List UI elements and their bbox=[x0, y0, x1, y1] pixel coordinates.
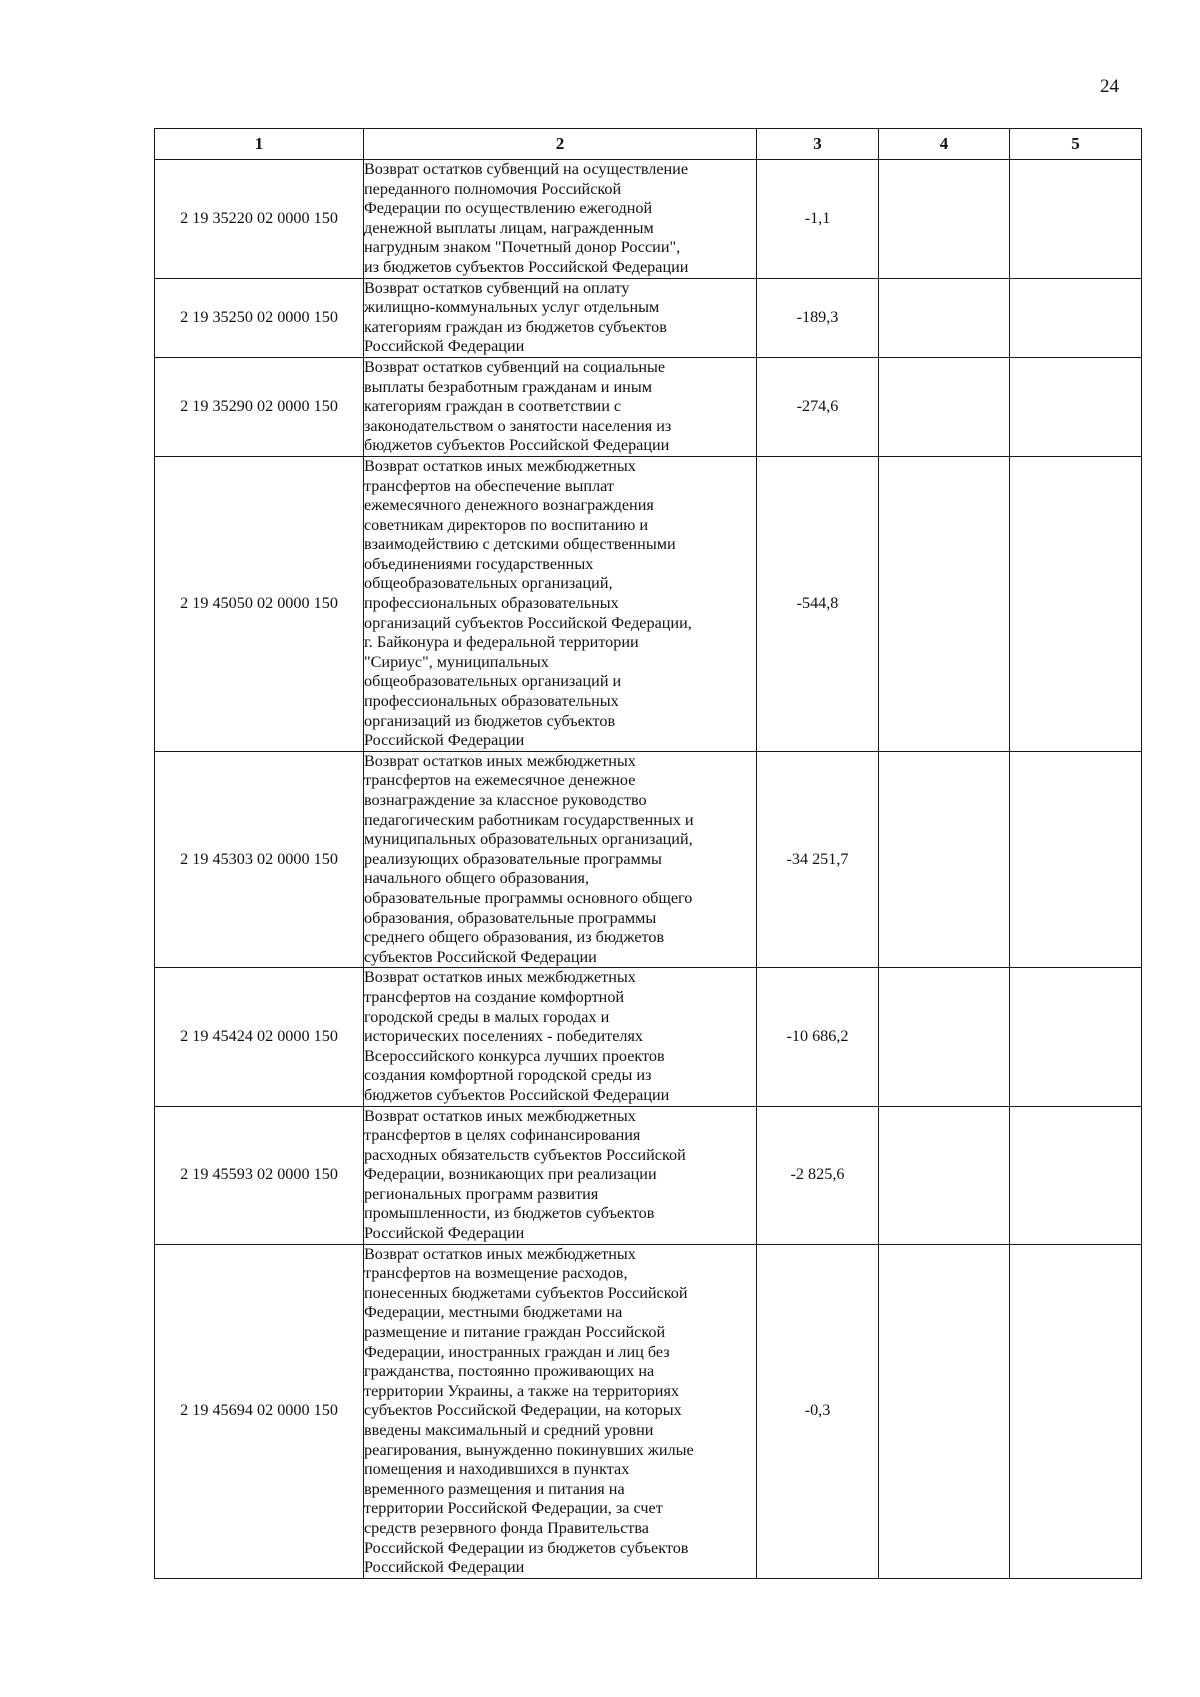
amount-cell: -1,1 bbox=[757, 160, 879, 279]
amount-cell: -274,6 bbox=[757, 357, 879, 456]
description-line: Возврат остатков иных межбюджетных bbox=[364, 1106, 636, 1125]
amount-cell: -544,8 bbox=[757, 456, 879, 751]
column-header-1: 1 bbox=[155, 129, 364, 160]
amount-cell: -10 686,2 bbox=[757, 968, 879, 1106]
description-line: трансфертов на возмещение расходов, bbox=[364, 1264, 628, 1283]
description-cell bbox=[364, 1106, 757, 1244]
description-line: Возврат остатков иных межбюджетных bbox=[364, 1244, 636, 1263]
description-line: Возврат остатков субвенций на оплату bbox=[364, 278, 630, 297]
description-line: Российской Федерации bbox=[364, 731, 525, 750]
column-4-cell bbox=[879, 160, 1010, 279]
description-line: г. Байконура и федеральной территории bbox=[364, 633, 639, 652]
description-line: размещение и питание граждан Российской bbox=[364, 1323, 666, 1342]
table-row bbox=[155, 968, 1142, 1106]
description-line: Возврат остатков иных межбюджетных bbox=[364, 456, 636, 475]
description-line: общеобразовательных организаций, bbox=[364, 574, 613, 593]
description-line: денежной выплаты лицам, награжденным bbox=[364, 218, 654, 237]
description-cell bbox=[364, 751, 757, 968]
description-line: из бюджетов субъектов Российской Федерации bbox=[364, 257, 689, 276]
table-row bbox=[155, 456, 1142, 751]
column-4-cell bbox=[879, 456, 1010, 751]
description-line: категориям граждан из бюджетов субъектов bbox=[364, 317, 667, 336]
description-cell bbox=[364, 1244, 757, 1578]
column-4-cell bbox=[879, 278, 1010, 357]
amount-cell: -0,3 bbox=[757, 1244, 879, 1578]
description-line: педагогическим работникам государственных и bbox=[364, 810, 694, 829]
column-5-cell bbox=[1010, 456, 1142, 751]
description-line: Российской Федерации bbox=[364, 1224, 525, 1243]
budget-table bbox=[154, 128, 1142, 1579]
amount-cell: -189,3 bbox=[757, 278, 879, 357]
description-line: вознаграждение за классное руководство bbox=[364, 791, 647, 809]
budget-code-cell: 2 19 45050 02 0000 150 bbox=[155, 456, 364, 751]
description-line: помещения и находившихся в пунктах bbox=[364, 1460, 630, 1479]
description-line: Всероссийского конкурса лучших проектов bbox=[364, 1046, 665, 1065]
table-body bbox=[155, 160, 1142, 1579]
description-line: взаимодействию с детскими общественными bbox=[364, 535, 676, 554]
description-line: исторических поселениях - победителях bbox=[364, 1027, 644, 1046]
description-line: расходных обязательств субъектов Российской bbox=[364, 1145, 686, 1164]
column-4-cell bbox=[879, 357, 1010, 456]
description-cell bbox=[364, 968, 757, 1106]
description-line: создания комфортной городской среды из bbox=[364, 1066, 652, 1085]
description-line: объединениями государственных bbox=[364, 554, 594, 573]
column-header-2: 2 bbox=[364, 129, 757, 160]
description-line: понесенных бюджетами субъектов Российской bbox=[364, 1283, 688, 1302]
column-5-cell bbox=[1010, 1244, 1142, 1578]
description-line: советникам директоров по воспитанию и bbox=[364, 515, 649, 534]
description-line: жилищно-коммунальных услуг отдельным bbox=[364, 298, 660, 317]
description-line: нагрудным знаком "Почетный донор России", bbox=[364, 238, 681, 257]
column-5-cell bbox=[1010, 278, 1142, 357]
description-line: временного размещения и питания на bbox=[364, 1479, 625, 1498]
table-header-row bbox=[155, 129, 1142, 160]
column-header-3: 3 bbox=[757, 129, 879, 160]
column-5-cell bbox=[1010, 160, 1142, 279]
column-header-5: 5 bbox=[1010, 129, 1142, 160]
description-line: средств резервного фонда Правительства bbox=[364, 1518, 649, 1537]
description-line: переданного полномочия Российской bbox=[364, 179, 622, 198]
description-line: образования, образовательные программы bbox=[364, 908, 657, 927]
column-4-cell bbox=[879, 1244, 1010, 1578]
description-line: образовательные программы основного общего bbox=[364, 888, 693, 907]
description-line: Федерации, местными бюджетами на bbox=[364, 1303, 623, 1322]
description-line: профессиональных образовательных bbox=[364, 594, 619, 613]
description-line: трансфертов на создание комфортной bbox=[364, 987, 625, 1006]
description-cell bbox=[364, 357, 757, 456]
description-line: городской среды в малых городах и bbox=[364, 1007, 610, 1026]
description-line: региональных программ развития bbox=[364, 1184, 599, 1203]
column-4-cell bbox=[879, 751, 1010, 968]
table-row bbox=[155, 160, 1142, 279]
budget-code-cell: 2 19 45694 02 0000 150 bbox=[155, 1244, 364, 1578]
description-line: "Сириус", муниципальных bbox=[364, 652, 549, 671]
table-row bbox=[155, 357, 1142, 456]
budget-code-cell: 2 19 45424 02 0000 150 bbox=[155, 968, 364, 1106]
description-line: гражданства, постоянно проживающих на bbox=[364, 1362, 655, 1381]
budget-code-cell: 2 19 35290 02 0000 150 bbox=[155, 357, 364, 456]
description-line: трансфертов на обеспечение выплат bbox=[364, 476, 615, 495]
description-cell bbox=[364, 160, 757, 279]
budget-code-cell: 2 19 35250 02 0000 150 bbox=[155, 278, 364, 357]
page-number: 24 bbox=[1100, 76, 1119, 97]
description-line: законодательством о занятости населения из bbox=[364, 416, 672, 435]
description-line: промышленности, из бюджетов субъектов bbox=[364, 1204, 655, 1223]
description-line: Возврат остатков субвенций на социальные bbox=[364, 357, 666, 376]
description-line: субъектов Российской Федерации, на которых bbox=[364, 1401, 682, 1420]
description-line: бюджетов субъектов Российской Федерации bbox=[364, 436, 670, 455]
budget-code-cell: 2 19 35220 02 0000 150 bbox=[155, 160, 364, 279]
table-row bbox=[155, 278, 1142, 357]
description-line: Российской Федерации из бюджетов субъектов bbox=[364, 1538, 689, 1557]
amount-cell: -2 825,6 bbox=[757, 1106, 879, 1244]
description-line: категориям граждан в соответствии с bbox=[364, 397, 622, 416]
description-line: организаций субъектов Российской Федерации, bbox=[364, 613, 692, 632]
description-line: Возврат остатков субвенций на осуществление bbox=[364, 160, 689, 178]
column-5-cell bbox=[1010, 1106, 1142, 1244]
description-cell bbox=[364, 278, 757, 357]
table-row bbox=[155, 1244, 1142, 1578]
description-line: Российской Федерации bbox=[364, 1558, 525, 1577]
column-4-cell bbox=[879, 968, 1010, 1106]
description-line: реализующих образовательные программы bbox=[364, 849, 662, 868]
description-line: среднего общего образования, из бюджетов bbox=[364, 928, 665, 947]
table-row bbox=[155, 751, 1142, 968]
description-cell bbox=[364, 456, 757, 751]
budget-code-cell: 2 19 45593 02 0000 150 bbox=[155, 1106, 364, 1244]
column-5-cell bbox=[1010, 357, 1142, 456]
description-line: введены максимальный и средний уровни bbox=[364, 1421, 654, 1439]
amount-cell: -34 251,7 bbox=[757, 751, 879, 968]
description-line: ежемесячного денежного вознаграждения bbox=[364, 496, 654, 515]
description-line: выплаты безработным гражданам и иным bbox=[364, 377, 652, 396]
table-row bbox=[155, 1106, 1142, 1244]
description-line: Федерации по осуществлению ежегодной bbox=[364, 199, 653, 218]
description-line: реагирования, вынужденно покинувших жилые bbox=[364, 1440, 694, 1459]
description-line: Российской Федерации bbox=[364, 337, 525, 356]
description-line: трансфертов в целях софинансирования bbox=[364, 1126, 641, 1145]
description-line: территории Российской Федерации, за счет bbox=[364, 1499, 663, 1518]
description-line: Федерации, иностранных граждан и лиц без bbox=[364, 1342, 670, 1361]
description-line: профессиональных образовательных bbox=[364, 692, 619, 711]
description-line: бюджетов субъектов Российской Федерации bbox=[364, 1085, 670, 1104]
column-header-4: 4 bbox=[879, 129, 1010, 160]
budget-code-cell: 2 19 45303 02 0000 150 bbox=[155, 751, 364, 968]
description-line: муниципальных образовательных организаций, bbox=[364, 830, 693, 849]
column-4-cell bbox=[879, 1106, 1010, 1244]
description-line: общеобразовательных организаций и bbox=[364, 672, 622, 691]
description-line: Возврат остатков иных межбюджетных bbox=[364, 751, 636, 770]
column-5-cell bbox=[1010, 968, 1142, 1106]
description-line: территории Украины, а также на территориях bbox=[364, 1381, 680, 1400]
description-line: Федерации, возникающих при реализации bbox=[364, 1165, 657, 1184]
description-line: трансфертов на ежемесячное денежное bbox=[364, 771, 636, 790]
description-line: организаций из бюджетов субъектов bbox=[364, 711, 616, 730]
description-line: начального общего образования, bbox=[364, 869, 590, 888]
description-line: Возврат остатков иных межбюджетных bbox=[364, 968, 636, 987]
column-5-cell bbox=[1010, 751, 1142, 968]
description-line: субъектов Российской Федерации bbox=[364, 947, 597, 966]
